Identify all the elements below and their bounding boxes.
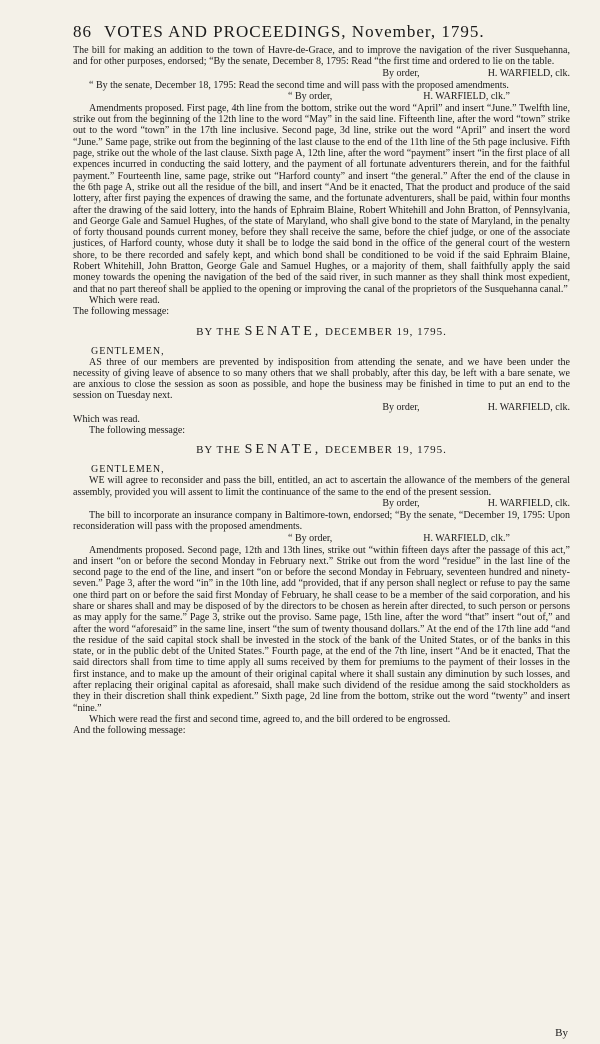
senate-word: SENATE, bbox=[244, 442, 322, 458]
senate-message-body: WE will agree to reconsider and pass the bill, entitled, an act to ascertain the allowance of the members of the general assembly, provided you will assent to limit the continuance of the same to the end of the present session. bbox=[73, 475, 570, 498]
bill-havre-paragraph: The bill for making an addition to the town of Havre-de-Grace, and to improve the navigation of the river Susquehanna, and for other purposes, endorsed; “By the senate, December 8, 1795: Read “the first time and ordered to lie on the table. bbox=[73, 45, 570, 68]
by-the-text: BY THE bbox=[196, 325, 241, 338]
senate-message-heading bbox=[73, 324, 570, 340]
amendments-paragraph: Amendments proposed. First page, 4th line from the bottom, strike out the word “April” and insert “June.” Twelfth line, strike out from the beginning of the 12th line to the word “May” in the said line. Fifteenth line, after the word “town” strike out to the word “town” in the 17th line inclusive. Second page, 3d line, strike out the word “April” and insert the word “June.” Same page, strike out from the beginning of the last clause to the end of the 11th line of the 5th page inclusive. Fifth page, strike out the whole of the last clause. Sixth page A, 12th line, after the word “payment” insert “in the first place of all expences incurred in conducting the said lottery, and the payment of all fortunate adventurers therein, and for the faithful payment.” Fourteenth line, same page, strike out “Harford county” and insert “the general.” After the end of the clause in the 6th page A, strike out all the residue of the bill, and insert “And be it enacted, That the product and produce of the said lottery, after first paying the expences of drawing the same, and the fortunate adventurers, shall be paid, within four months after the drawing of the said lottery, into the hands of Ephraim Blaine, Robert Whitehill and John Bratton, of Pennsylvania, and George Gale and Samuel Hughes, of the state of Maryland, who shall give bond to the state of Maryland, in the penalty of forty thousand pounds current money, before they shall receive the same, before the chief judge, or one of the associate justices, of Harford county, whose duty it shall be to lodge the said bond in the office of the general court of the western shore, to be there recorded and safely kept, and which bond shall be conditioned to be void if the said Ephraim Blaine, Robert Whitehill, John Bratton, George Gale and Samuel Hughes, or a majority of them, shall faithfully apply the said money towards the opening the navigation of the bed of the said river, in such manner as they shall think most expedient, and that no part thereof shall be applied to the opening or improving the canal of the proprietors of the Susquehanna canal.” bbox=[73, 102, 571, 295]
page-header bbox=[73, 22, 570, 42]
salutation: GENTLEMEN, bbox=[91, 464, 165, 476]
signature-line bbox=[73, 533, 570, 545]
senate-message-heading bbox=[73, 442, 570, 458]
clerk-name: H. WARFIELD, clk. bbox=[487, 497, 570, 509]
clerk-name: H. WARFIELD, clk.” bbox=[423, 532, 510, 544]
which-read-line: Which were read the first and second time, agreed to, and the bill ordered to be engrossed. bbox=[89, 713, 451, 725]
which-read-line: Which were read. bbox=[89, 294, 160, 306]
signature-line bbox=[73, 68, 570, 80]
amendments-paragraph: Amendments proposed. Second page, 12th and 13th lines, strike out “within fifteen days after the passage of this act,” and insert “on or before the second Monday in February next.” Strike out from the word “residue” in the last line of the second page to the end of the line, and insert “on or before the second Monday in February, seventeen hundred and ninety-seven.” Page 3, after the word “in” in the 10th line, add “provided, that if any person shall neglect or refuse to pay the same one third part on or before the said first Monday of February, he shall cease to be a member of the said corporation, and his share or shares shall and may be disposed of by the directors to be chosen as herein after directed, to such person or persons as may apply for the same.” Page 3, strike out the proviso. Same page, 15th line, after the word “that” insert “out of,” and after the word “aforesaid” in the same line, insert “the sum of twenty thousand dollars.” At the end of the 17th line add “and the residue of the said capital stock shall be invested in the stock of the bank of the United States, or of the banks in this state, or in the public debt of the United States.” Fourth page, at the end of the 7th line, insert “And be it enacted, That the said directors shall from time to time apply all sums received by them for premiums to the payment of their losses in the first instance, and to make up the amount of their original capital where it shall sustain any diminution by such losses, and after replacing their original capital as aforesaid, shall make such dividend of the residue among the said stockholders as they in their discretion shall think expedient.” Sixth page, 2d line from the bottom, strike out the word “twenty” and insert “nine.” bbox=[73, 544, 570, 714]
by-order-text: By order, bbox=[382, 67, 420, 79]
following-message-line: And the following message: bbox=[73, 725, 186, 737]
page-number: 86 bbox=[73, 22, 92, 41]
senate-endorsement: “ By the senate, December 18, 1795: Read the second time and will pass with the proposed amendments. bbox=[89, 79, 509, 91]
signature-line bbox=[73, 402, 570, 414]
by-the-text: BY THE bbox=[196, 444, 241, 457]
clerk-name: H. WARFIELD, clk. bbox=[487, 401, 570, 413]
by-order-text: “ By order, bbox=[288, 532, 333, 544]
signature-line bbox=[73, 498, 570, 510]
message-date: DECEMBER 19, 1795. bbox=[325, 325, 447, 338]
message-date: DECEMBER 19, 1795. bbox=[325, 444, 447, 457]
clerk-name: H. WARFIELD, clk.” bbox=[423, 90, 510, 102]
salutation: GENTLEMEN, bbox=[91, 345, 165, 357]
by-order-text: By order, bbox=[382, 401, 420, 413]
which-read-line: Which was read. bbox=[73, 413, 140, 425]
by-order-text: By order, bbox=[382, 497, 420, 509]
running-title: VOTES AND PROCEEDINGS, November, 1795. bbox=[104, 22, 485, 41]
senate-message-body: AS three of our members are prevented by indisposition from attending the senate, and we have been under the necessity of giving leave of absence to so many others that we shall probably, after this day, be left with a bare senate, we are anxious to close the session as soon as possible, and hope the business may be finished in time to put an end to the session on Tuesday next. bbox=[73, 356, 570, 402]
following-message-line: The following message: bbox=[73, 306, 170, 318]
senate-word: SENATE, bbox=[244, 323, 322, 339]
catchword: By bbox=[555, 1027, 568, 1039]
signature-line bbox=[73, 91, 570, 103]
following-message-line: The following message: bbox=[89, 425, 186, 437]
bill-insurance-paragraph: The bill to incorporate an insurance company in Baltimore-town, endorsed; “By the senate, “December 19, 1795: Upon reconsideration will pass with the proposed amendments. bbox=[73, 509, 570, 533]
clerk-name: H. WARFIELD, clk. bbox=[487, 67, 570, 79]
by-order-text: “ By order, bbox=[288, 90, 333, 102]
